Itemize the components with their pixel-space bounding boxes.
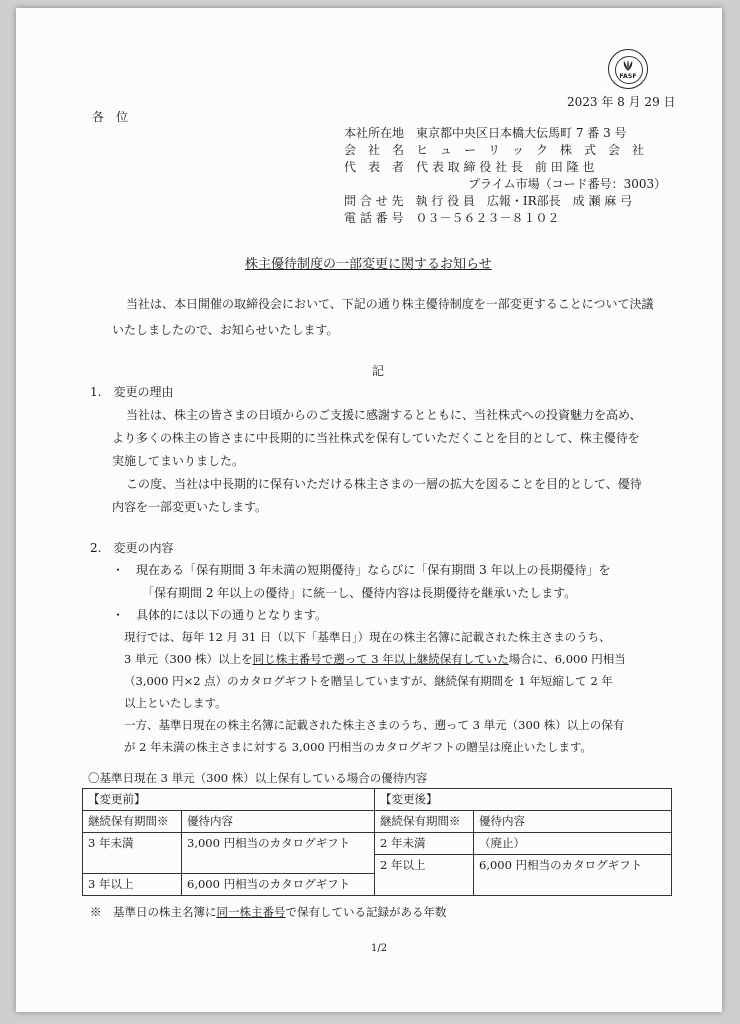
table-note-underlined: 同一株主番号 xyxy=(216,905,286,919)
section-2-line-5: 一方、基準日現在の株主名簿に記載された株主さまのうち、遡って 3 単元（300 株）以上の保有 xyxy=(124,718,625,732)
header-after: 【変更後】 xyxy=(375,789,672,811)
benefit-table xyxy=(82,788,672,896)
after-row2-period: 2 年以上 xyxy=(375,855,474,896)
before-row1-content: 3,000 円相当のカタログギフト xyxy=(182,833,375,874)
table-note-part-a: ※ 基準日の株主名簿に xyxy=(90,905,217,919)
intro-line-2: いたしましたので、お知らせいたします。 xyxy=(112,323,339,337)
section-1-heading: 1. 変更の理由 xyxy=(90,385,174,399)
section-2-line-2-part-a: 3 単元（300 株）以上を xyxy=(124,652,253,666)
col-content-after: 優待内容 xyxy=(474,811,672,833)
after-row1-content: （廃止） xyxy=(474,833,672,855)
before-row2-content: 6,000 円相当のカタログギフト xyxy=(182,874,375,896)
section-2-line-2-part-b: 場合に、6,000 円相当 xyxy=(508,652,626,666)
section-2-line-1: 現行では、毎年 12 月 31 日（以下「基準日」）現在の株主名簿に記載された株主さまのうち、 xyxy=(124,630,611,644)
section-2-line-3: （3,000 円×2 点）のカタログギフトを贈呈していますが、継続保有期間を 1 年短縮して 2 年 xyxy=(124,674,613,688)
logo-text: FASF xyxy=(619,73,637,80)
section-2-bullet-1a: ・ 現在ある「保有期間 3 年未満の短期優待」ならびに「保有期間 3 年以上の長期優待」を xyxy=(112,563,611,577)
after-row2-content: 6,000 円相当のカタログギフト xyxy=(474,855,672,896)
section-1-line-3: 実施してまいりました。 xyxy=(112,454,245,468)
document-title: 株主優待制度の一部変更に関するお知らせ xyxy=(245,257,492,272)
intro-line-1: 当社は、本日開催の取締役会において、下記の通り株主優待制度を一部変更することについて決議 xyxy=(126,297,654,311)
section-2-line-2-underlined: 同じ株主番号で遡って 3 年以上継続保有していた xyxy=(252,652,509,666)
addressee: 各 位 xyxy=(92,110,129,124)
section-2-line-2 xyxy=(124,651,626,667)
table-note xyxy=(90,904,447,920)
document-page xyxy=(16,8,722,1012)
leaf-icon xyxy=(620,60,636,72)
table-caption: 〇基準日現在 3 単元（300 株）以上保有している場合の優待内容 xyxy=(88,771,428,785)
company-representative: 代 表 者 代 表 取 締 役 社 長 前 田 隆 也 xyxy=(344,160,595,174)
date: 2023 年 8 月 29 日 xyxy=(567,95,676,109)
company-market: プライム市場（コード番号：3003） xyxy=(468,177,667,191)
before-row1-period: 3 年未満 xyxy=(83,833,182,874)
table-note-part-b: で保有している記録がある年数 xyxy=(285,905,447,919)
section-1-line-4: この度、当社は中長期的に保有いただける株主さまの一層の拡大を図ることを目的として、優待 xyxy=(126,477,642,491)
company-phone: 電 話 番 号 ０３－５６２３－８１０２ xyxy=(344,211,560,225)
fasf-logo xyxy=(608,49,648,89)
section-2-bullet-2: ・ 具体的には以下の通りとなります。 xyxy=(112,608,328,622)
section-2-line-6: が 2 年未満の株主さまに対する 3,000 円相当のカタログギフトの贈呈は廃止いたします。 xyxy=(124,740,592,754)
company-name: 会 社 名 ヒ ュ ー リ ッ ク 株 式 会 社 xyxy=(344,143,645,157)
before-row2-period: 3 年以上 xyxy=(83,874,182,896)
col-period-after: 継続保有期間※ xyxy=(375,811,474,833)
section-1-line-1: 当社は、株主の皆さまの日頃からのご支援に感謝するとともに、当社株式への投資魅力を高め、 xyxy=(126,408,642,422)
section-1-line-2: より多くの株主の皆さまに中長期的に当社株式を保有していただくことを目的として、株主優待を xyxy=(112,431,640,445)
page-number: 1/2 xyxy=(371,943,388,954)
col-period-before: 継続保有期間※ xyxy=(83,811,182,833)
company-address: 本社所在地 東京都中央区日本橋大伝馬町 7 番 3 号 xyxy=(344,126,627,140)
section-2-bullet-1b: 「保有期間 2 年以上の優待」に統一し、優待内容は長期優待を継承いたします。 xyxy=(142,586,577,600)
header-before: 【変更前】 xyxy=(83,789,375,811)
ki-mark: 記 xyxy=(372,364,385,378)
section-1-line-5: 内容を一部変更いたします。 xyxy=(112,500,268,514)
after-row1-period: 2 年未満 xyxy=(375,833,474,855)
col-content-before: 優待内容 xyxy=(182,811,375,833)
section-2-heading: 2. 変更の内容 xyxy=(90,541,174,555)
section-2-line-4: 以上といたします。 xyxy=(124,696,227,710)
company-contact: 問 合 せ 先 執 行 役 員 広報・IR部長 成 瀬 麻 弓 xyxy=(344,194,633,208)
